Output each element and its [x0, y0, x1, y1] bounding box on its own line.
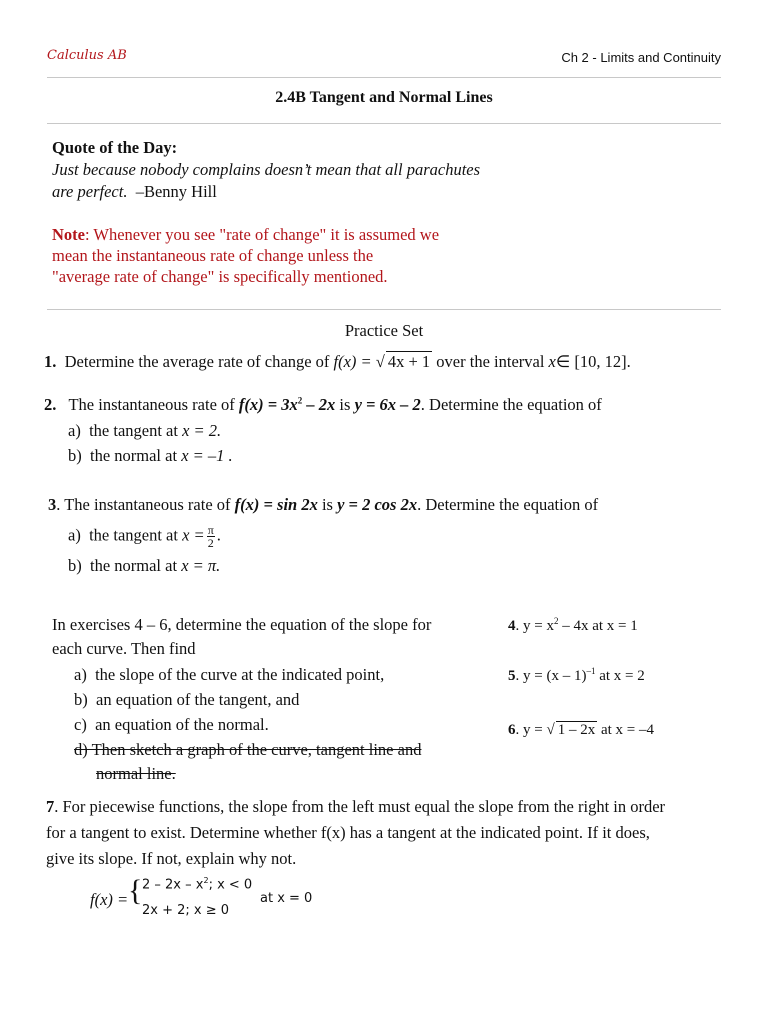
chapter-title: Ch 2 - Limits and Continuity	[561, 50, 721, 65]
page-title: 2.4B Tangent and Normal Lines	[275, 89, 493, 106]
problem-7-line-2: for a tangent to exist. Determine whether f(x) has a tangent at the indicated point. If it does,	[46, 823, 650, 842]
exercise-part-a: a) the slope of the curve at the indicated point,	[74, 665, 385, 684]
note-line-3: "average rate of change" is specifically mentioned.	[52, 267, 388, 286]
title-divider	[47, 123, 721, 124]
problem-1: 1. Determine the average rate of change of f(x) = √ 4x + 1 over the interval x∈ [10, 12].	[44, 352, 631, 371]
exercises-intro-2: each curve. Then find	[52, 639, 196, 658]
exercise-part-d-line-1: d) Then sketch a graph of the curve, tangent line and	[74, 740, 422, 759]
piecewise-case-2: 2x + 2; x ≥ 0	[142, 903, 230, 918]
course-title: Calculus AB	[47, 48, 127, 63]
exercise-part-d-line-2: normal line.	[96, 764, 176, 783]
problem-3b: b) the normal at x = π.	[68, 556, 221, 575]
problem-3: 3. The instantaneous rate of f(x) = sin 2x is y = 2 cos 2x. Determine the equation of	[48, 495, 599, 514]
exercise-5: 5. y = (x – 1)$^{-1}$ at x = 2	[508, 666, 645, 684]
note-line-2: mean the instantaneous rate of change unless the	[52, 246, 374, 265]
exercise-part-b: b) an equation of the tangent, and	[74, 690, 300, 709]
piecewise-case-1: $2 - 2x - x^2$; x < 0	[142, 876, 253, 893]
quote-line-1: Just because nobody complains doesn’t mean that all parachutes	[52, 160, 481, 179]
piecewise-fx-label: f(x) =	[90, 890, 129, 909]
problem-7-line-1: 7. For piecewise functions, the slope from the left must equal the slope from the right in order	[46, 797, 666, 816]
exercises-intro-1: In exercises 4 – 6, determine the equation of the slope for	[52, 615, 432, 634]
quote-heading: Quote of the Day:	[52, 138, 178, 157]
header-divider	[47, 77, 721, 78]
problem-3a: a) the tangent at x = $\frac{\pi}{2}$ .	[68, 523, 221, 550]
pi-over-2-fraction: $\frac{\pi}{2}$	[207, 523, 214, 550]
exercise-6: 6. y = √ 1 – 2x at x = –4	[508, 722, 654, 738]
problem-7-line-3: give its slope. If not, explain why not.	[46, 849, 297, 868]
piecewise-at-point: at x = 0	[260, 891, 313, 906]
exercise-part-c: c) an equation of the normal.	[74, 715, 269, 734]
problem-2a: a) the tangent at x = 2.	[68, 421, 222, 440]
problem-2: 2. The instantaneous rate of $f(x) = 3x^2 - 2x$ is y = 6x – 2. Determine the equation of	[44, 395, 602, 414]
note-divider	[47, 309, 721, 310]
problem-2b: b) the normal at x = –1 .	[68, 446, 233, 465]
quote-line-2: are perfect. –Benny Hill	[52, 182, 217, 201]
piecewise-brace: {	[128, 874, 143, 907]
exercise-4: 4. $y = x^2 - 4x$ at x = 1	[508, 616, 638, 634]
practice-set-title: Practice Set	[344, 321, 424, 340]
note-line-1: Note: Whenever you see "rate of change" it is assumed we	[52, 225, 440, 244]
